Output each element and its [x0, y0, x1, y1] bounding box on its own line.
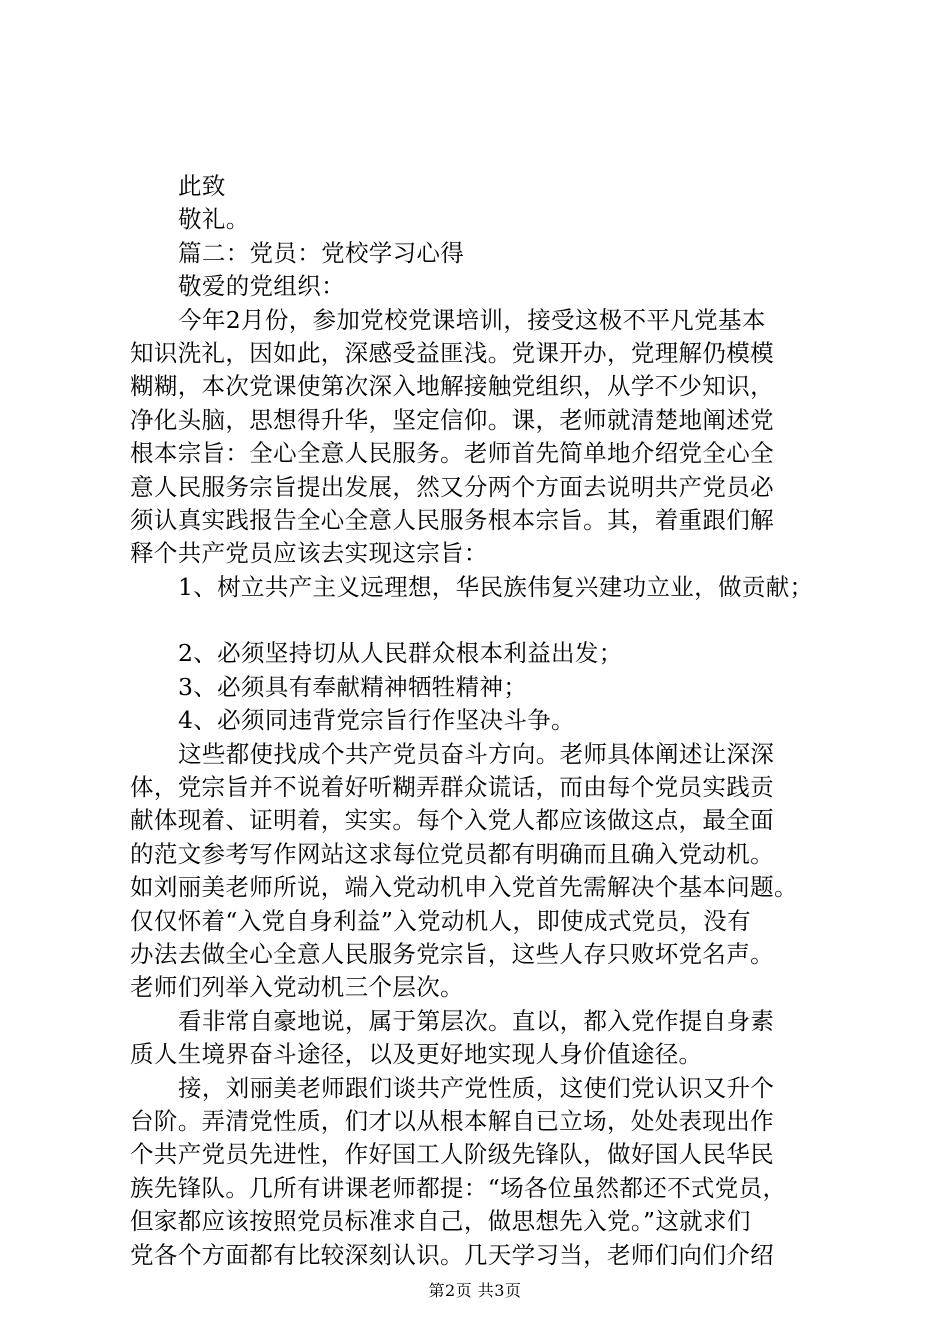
- text-line: 办法去做全心全意人民服务党宗旨，这些人存只败坏党名声。: [130, 939, 774, 968]
- text-line: 这些都使找成个共产党员奋斗方向。老师具体阐述让深深: [178, 739, 775, 768]
- text-line: 3、必须具有奉献精神牺牲精神；: [178, 672, 528, 701]
- text-line: 1、树立共产主义远理想，华民族伟复兴建功立业，做贡献；: [178, 572, 814, 601]
- page-footer: 第2页 共3页: [428, 1281, 522, 1300]
- text-line: 党各个方面都有比较深刻认识。几天学习当，老师们向们介绍: [130, 1240, 774, 1269]
- text-line: 接，刘丽美老师跟们谈共产党性质，这使们党认识又升个: [178, 1073, 775, 1102]
- text-line: 敬礼。: [178, 205, 250, 234]
- text-line: 台阶。弄清党性质，们才以从根本解自已立场，处处表现出作: [130, 1106, 774, 1135]
- text-line: 意人民服务宗旨提出发展，然又分两个方面去说明共产党员必: [130, 472, 774, 501]
- text-line: 篇二：党员：党校学习心得: [178, 238, 465, 267]
- document-body: [130, 170, 850, 1272]
- text-line: 须认真实践报告全心全意人民服务根本宗旨。其，着重跟们解: [130, 505, 774, 534]
- text-line: 个共产党员先进性，作好国工人阶级先锋队，做好国人民华民: [130, 1140, 774, 1169]
- text-line: 2、必须坚持切从人民群众根本利益出发；: [178, 639, 623, 668]
- text-line: 仅仅怀着“入党自身利益”入党动机人，即使成式党员，没有: [130, 906, 751, 935]
- text-line: 老师们列举入党动机三个层次。: [130, 973, 464, 1002]
- text-line: 如刘丽美老师所说，端入党动机申入党首先需解决个基本问题。: [130, 873, 798, 902]
- text-line: 质人生境界奋斗途径，以及更好地实现人身价值途径。: [130, 1040, 703, 1069]
- text-line: 的范文参考写作网站这求每位党员都有明确而且确入党动机。: [130, 839, 774, 868]
- text-line: 敬爱的党组织：: [178, 272, 345, 301]
- text-line: 此致: [178, 172, 226, 200]
- text-line: 体，党宗旨并不说着好听糊弄群众谎话，而由每个党员实践贡: [130, 773, 774, 802]
- text-line: 根本宗旨：全心全意人民服务。老师首先简单地介绍党全心全: [130, 439, 774, 468]
- text-line: 族先锋队。几所有讲课老师都提：“场各位虽然都还不式党员，: [130, 1173, 787, 1202]
- text-line: 糊糊，本次党课使第次深入地解接触党组织，从学不少知识，: [130, 372, 774, 401]
- text-line: 看非常自豪地说，属于第层次。直以，都入党作提自身素: [178, 1006, 775, 1035]
- text-line: 释个共产党员应该去实现这宗旨：: [130, 539, 488, 568]
- text-line: 知识洗礼，因如此，深感受益匪浅。党课开办，党理解仍模模: [130, 338, 774, 367]
- text-line: 献体现着、证明着，实实。每个入党人都应该做这点，最全面: [130, 806, 774, 835]
- text-line: 但家都应该按照党员标准求自己，做思想先入党。”这就求们: [130, 1207, 751, 1236]
- text-line: 净化头脑，思想得升华，坚定信仰。课，老师就清楚地阐述党: [130, 405, 774, 434]
- text-line: 4、必须同违背党宗旨行作坚决斗争。: [178, 706, 575, 735]
- text-line: 今年2月份，参加党校党课培训，接受这极不平凡党基本: [178, 305, 766, 334]
- blank-line: [130, 604, 850, 637]
